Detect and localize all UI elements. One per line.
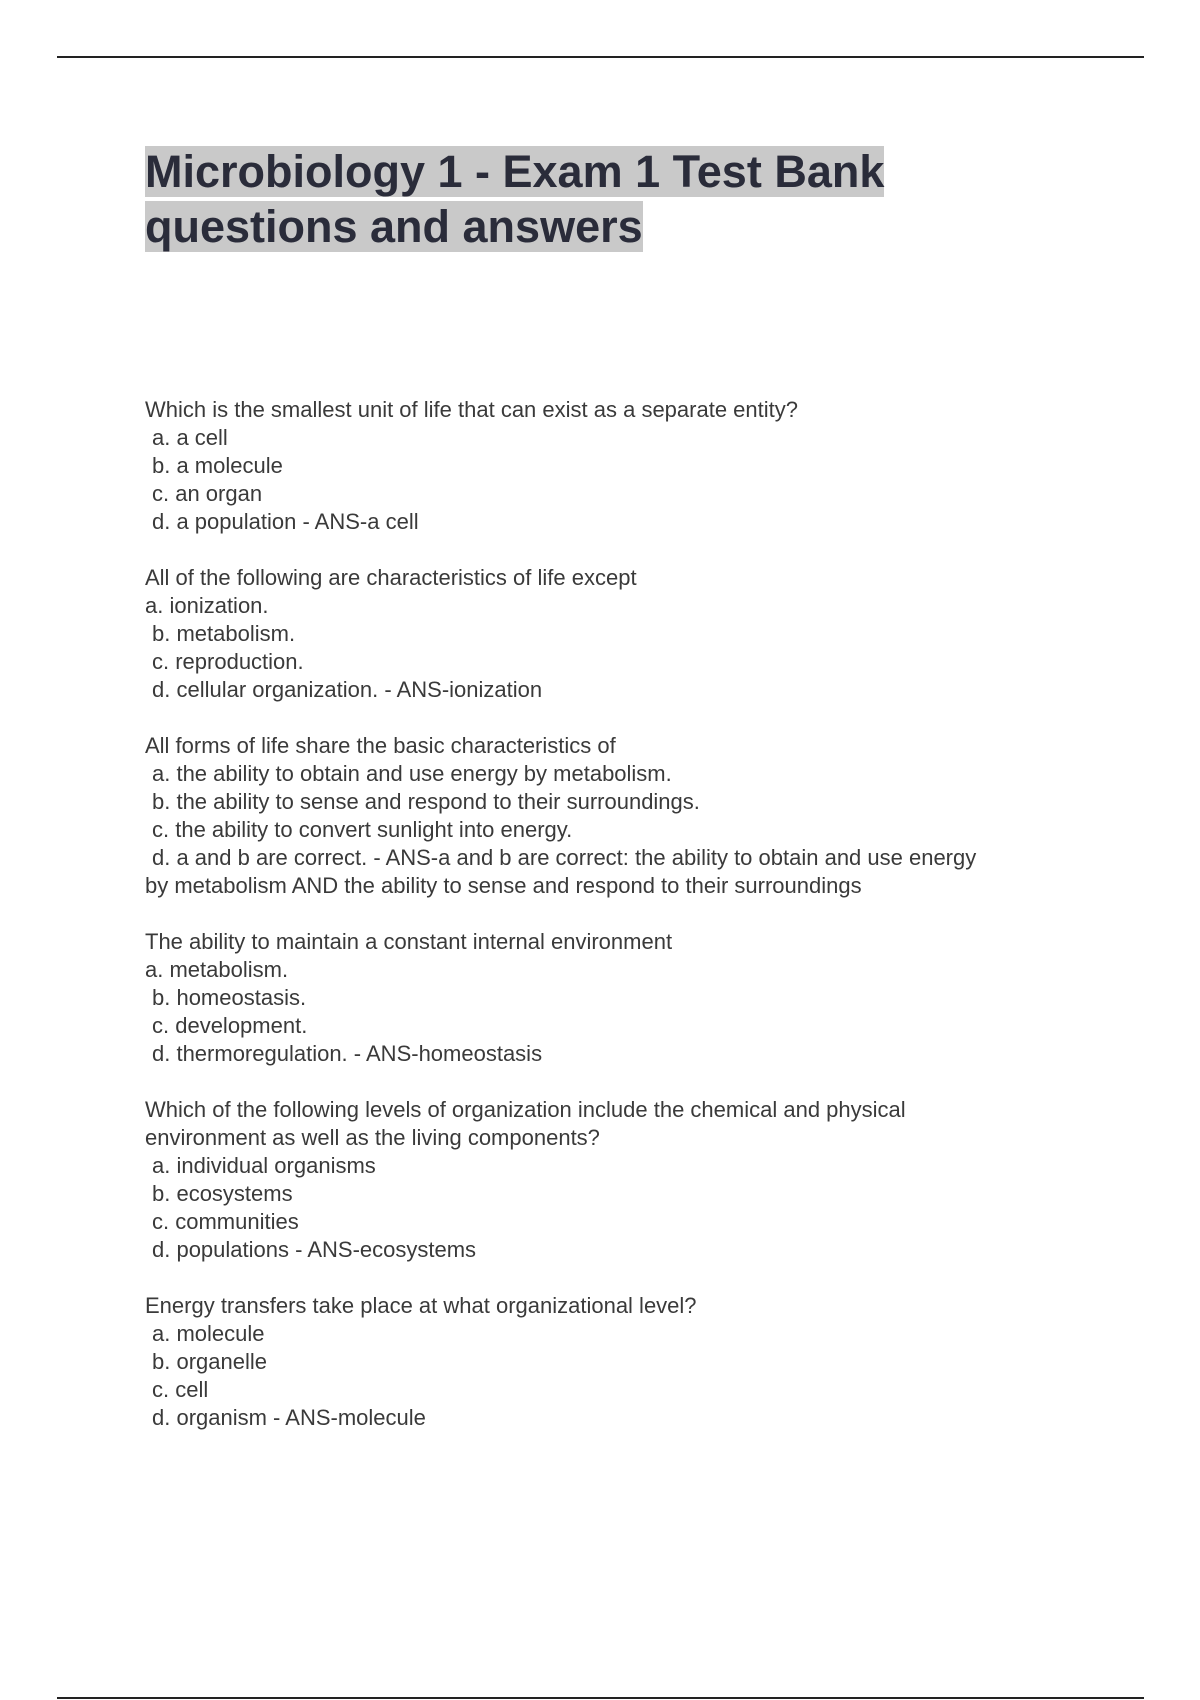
question-text: Which of the following levels of organization include the chemical and physical bbox=[145, 1097, 906, 1122]
answer-option: a. ionization. bbox=[145, 593, 269, 618]
question-text: All forms of life share the basic characteristics of bbox=[145, 733, 616, 758]
answer-option: c. an organ bbox=[152, 481, 263, 506]
question-block bbox=[145, 928, 1065, 1068]
answer-option: d. cellular organization. - ANS-ionization bbox=[152, 677, 543, 702]
answer-option: d. organism - ANS-molecule bbox=[152, 1405, 426, 1430]
document-title-text: Microbiology 1 - Exam 1 Test Bank questions and answers bbox=[145, 146, 885, 252]
answer-option: c. development. bbox=[152, 1013, 308, 1038]
answer-option: d. a and b are correct. - ANS-a and b are correct: the ability to obtain and use energy bbox=[152, 845, 977, 870]
answer-option: c. reproduction. bbox=[152, 649, 304, 674]
answer-option: by metabolism AND the ability to sense and respond to their surroundings bbox=[145, 873, 862, 898]
answer-option: a. individual organisms bbox=[152, 1153, 376, 1178]
answer-option: c. the ability to convert sunlight into energy. bbox=[152, 817, 573, 842]
question-text: environment as well as the living components? bbox=[145, 1125, 600, 1150]
answer-option: d. thermoregulation. - ANS-homeostasis bbox=[152, 1041, 543, 1066]
answer-option: b. homeostasis. bbox=[152, 985, 307, 1010]
answer-option: b. ecosystems bbox=[152, 1181, 293, 1206]
answer-option: b. organelle bbox=[152, 1349, 267, 1374]
question-block bbox=[145, 564, 1065, 704]
answer-option: d. a population - ANS-a cell bbox=[152, 509, 419, 534]
answer-option: a. the ability to obtain and use energy by metabolism. bbox=[152, 761, 672, 786]
question-block bbox=[145, 396, 1065, 536]
question-text: The ability to maintain a constant internal environment bbox=[145, 929, 673, 954]
question-text: All of the following are characteristics of life except bbox=[145, 565, 637, 590]
answer-option: c. cell bbox=[152, 1377, 209, 1402]
top-divider bbox=[57, 56, 1144, 58]
question-block bbox=[145, 1292, 1065, 1432]
document-title bbox=[145, 144, 1045, 254]
question-block bbox=[145, 1096, 1065, 1264]
answer-option: d. populations - ANS-ecosystems bbox=[152, 1237, 477, 1262]
answer-option: c. communities bbox=[152, 1209, 299, 1234]
answer-option: b. metabolism. bbox=[152, 621, 296, 646]
answer-option: a. molecule bbox=[152, 1321, 265, 1346]
answer-option: b. a molecule bbox=[152, 453, 283, 478]
question-block bbox=[145, 732, 1065, 900]
question-text: Which is the smallest unit of life that can exist as a separate entity? bbox=[145, 397, 798, 422]
answer-option: b. the ability to sense and respond to their surroundings. bbox=[152, 789, 700, 814]
question-text: Energy transfers take place at what organizational level? bbox=[145, 1293, 697, 1318]
question-list bbox=[145, 396, 1065, 1460]
bottom-divider bbox=[57, 1697, 1144, 1699]
answer-option: a. a cell bbox=[152, 425, 228, 450]
answer-option: a. metabolism. bbox=[145, 957, 289, 982]
